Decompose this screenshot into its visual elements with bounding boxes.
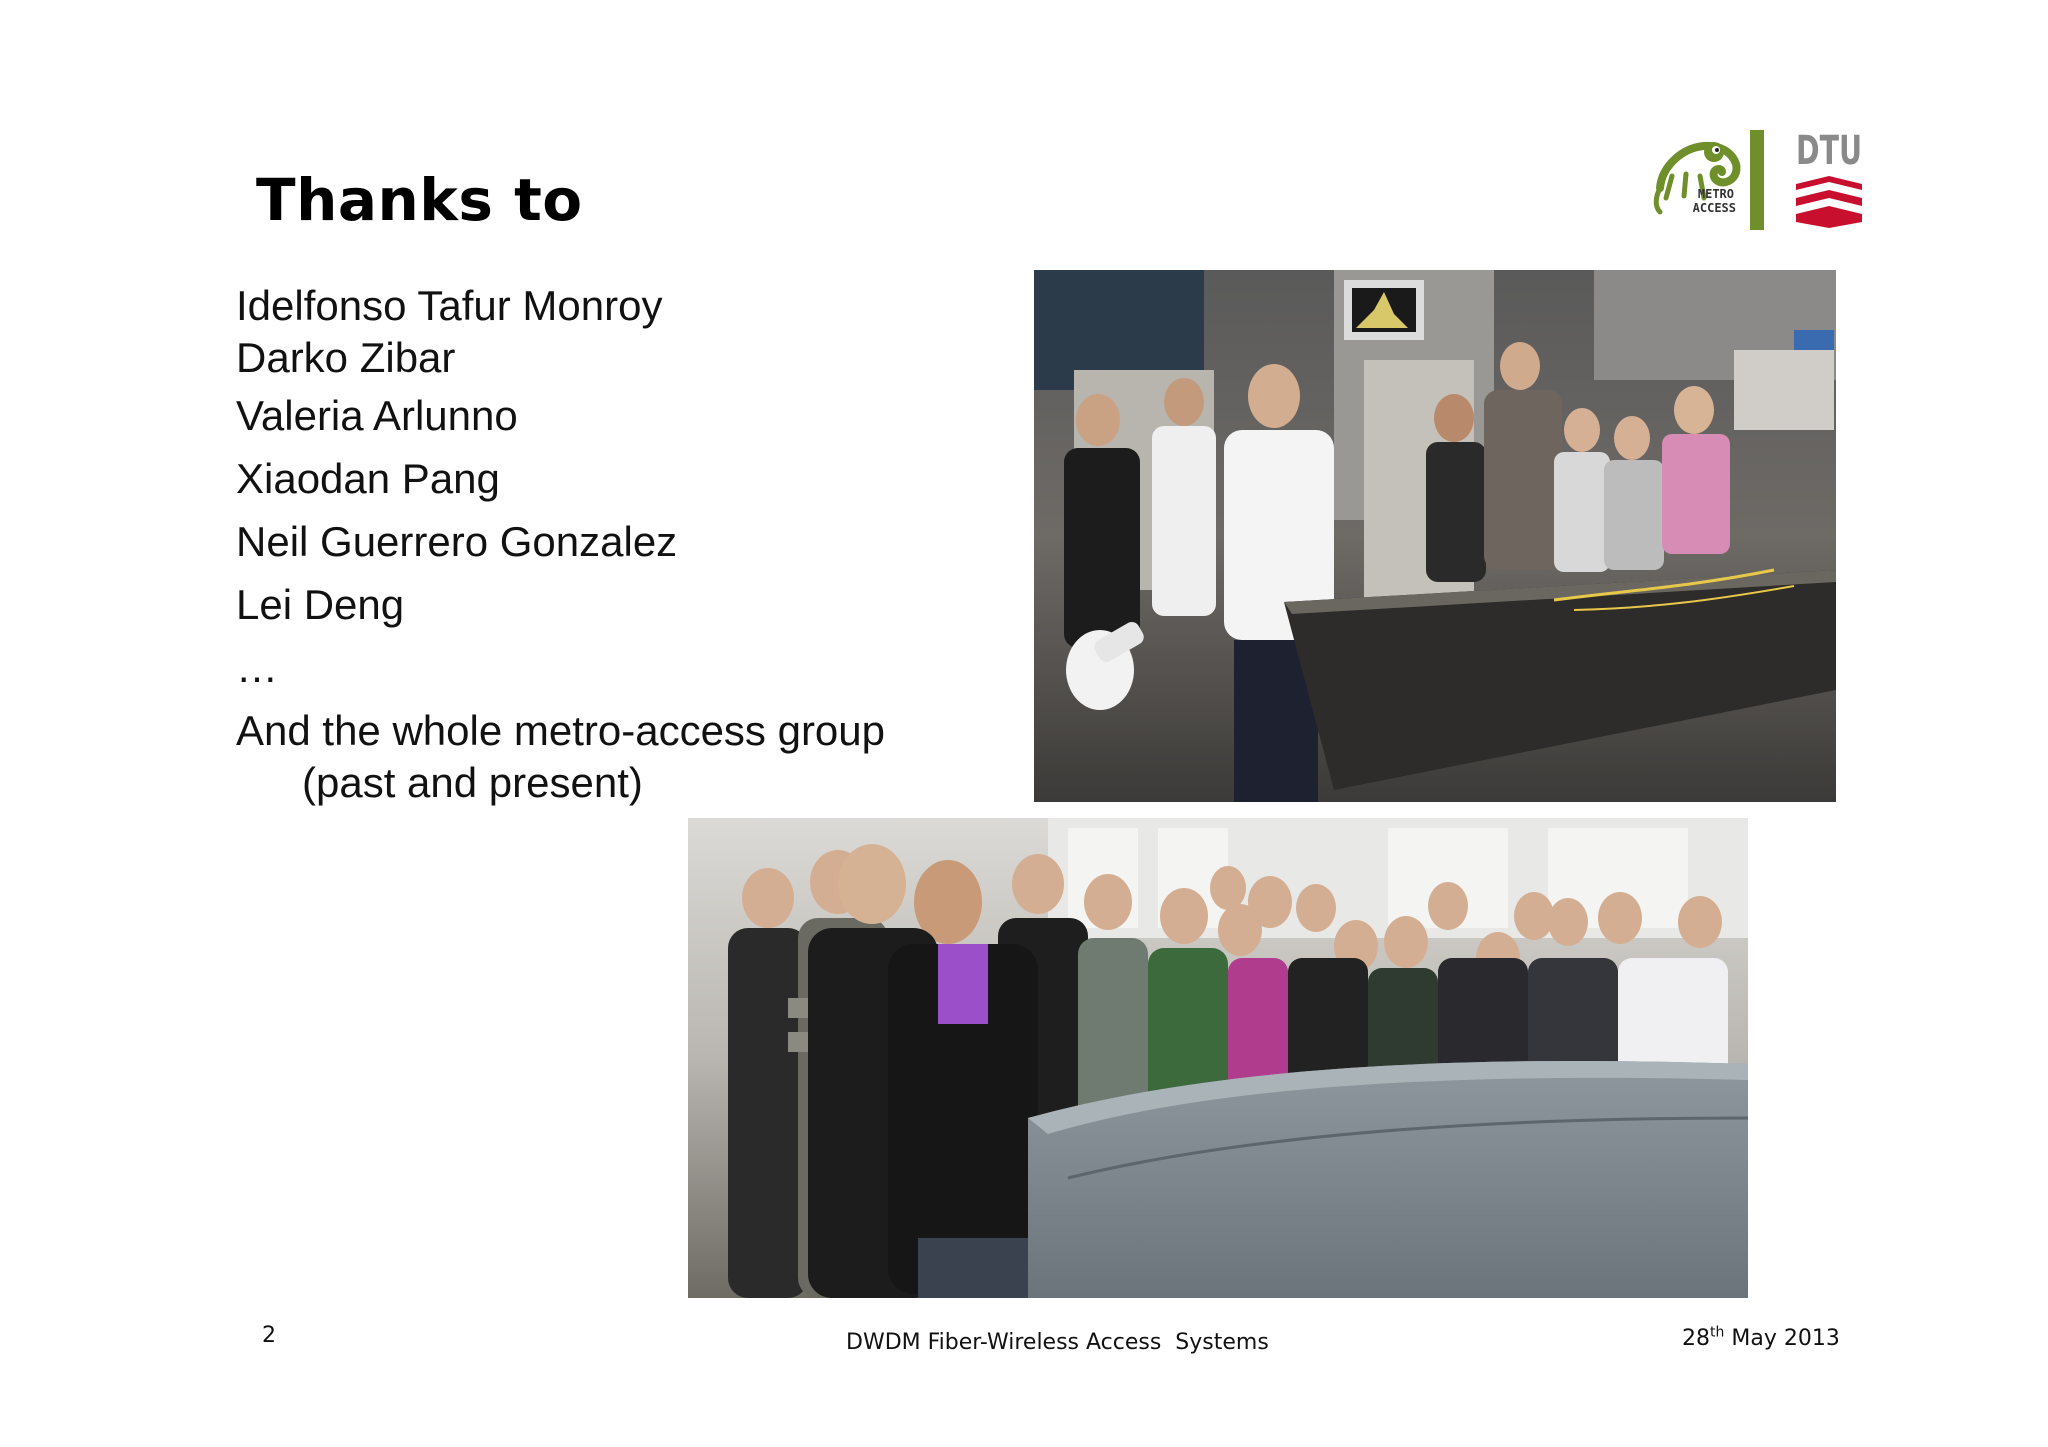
name-item: Lei Deng: [236, 581, 405, 628]
name-item: Valeria Arlunno: [236, 392, 518, 439]
name-item: Darko Zibar: [236, 334, 456, 381]
footer-date-day: 28: [1682, 1326, 1710, 1351]
metro-access-logo: [1652, 126, 1772, 234]
name-item: Xiaodan Pang: [236, 455, 500, 502]
dtu-logo: [1792, 124, 1866, 232]
footer-date-suffix: th: [1710, 1324, 1725, 1341]
footer-date: [1682, 1326, 1840, 1351]
group-photo: [688, 818, 1748, 1298]
svg-text:DTU: DTU: [1796, 128, 1862, 174]
footer-date-rest: May 2013: [1724, 1326, 1840, 1351]
metro-logo-text-2: ACCESS: [1692, 201, 1736, 215]
name-item: Neil Guerrero Gonzalez: [236, 518, 678, 565]
group-line: And the whole metro-access group: [236, 707, 886, 754]
lab-team-photo: [1034, 270, 1836, 802]
footer-presentation-title: DWDM Fiber-Wireless Access Systems: [846, 1330, 1269, 1355]
names-list: [236, 280, 885, 809]
group-line-continuation: (past and present): [302, 759, 643, 806]
slide-title: Thanks to: [256, 166, 583, 234]
name-item: Idelfonso Tafur Monroy: [236, 282, 663, 329]
name-ellipsis: …: [236, 644, 278, 691]
metro-logo-text-1: METRO: [1697, 187, 1734, 201]
footer-page-number: 2: [262, 1323, 276, 1348]
